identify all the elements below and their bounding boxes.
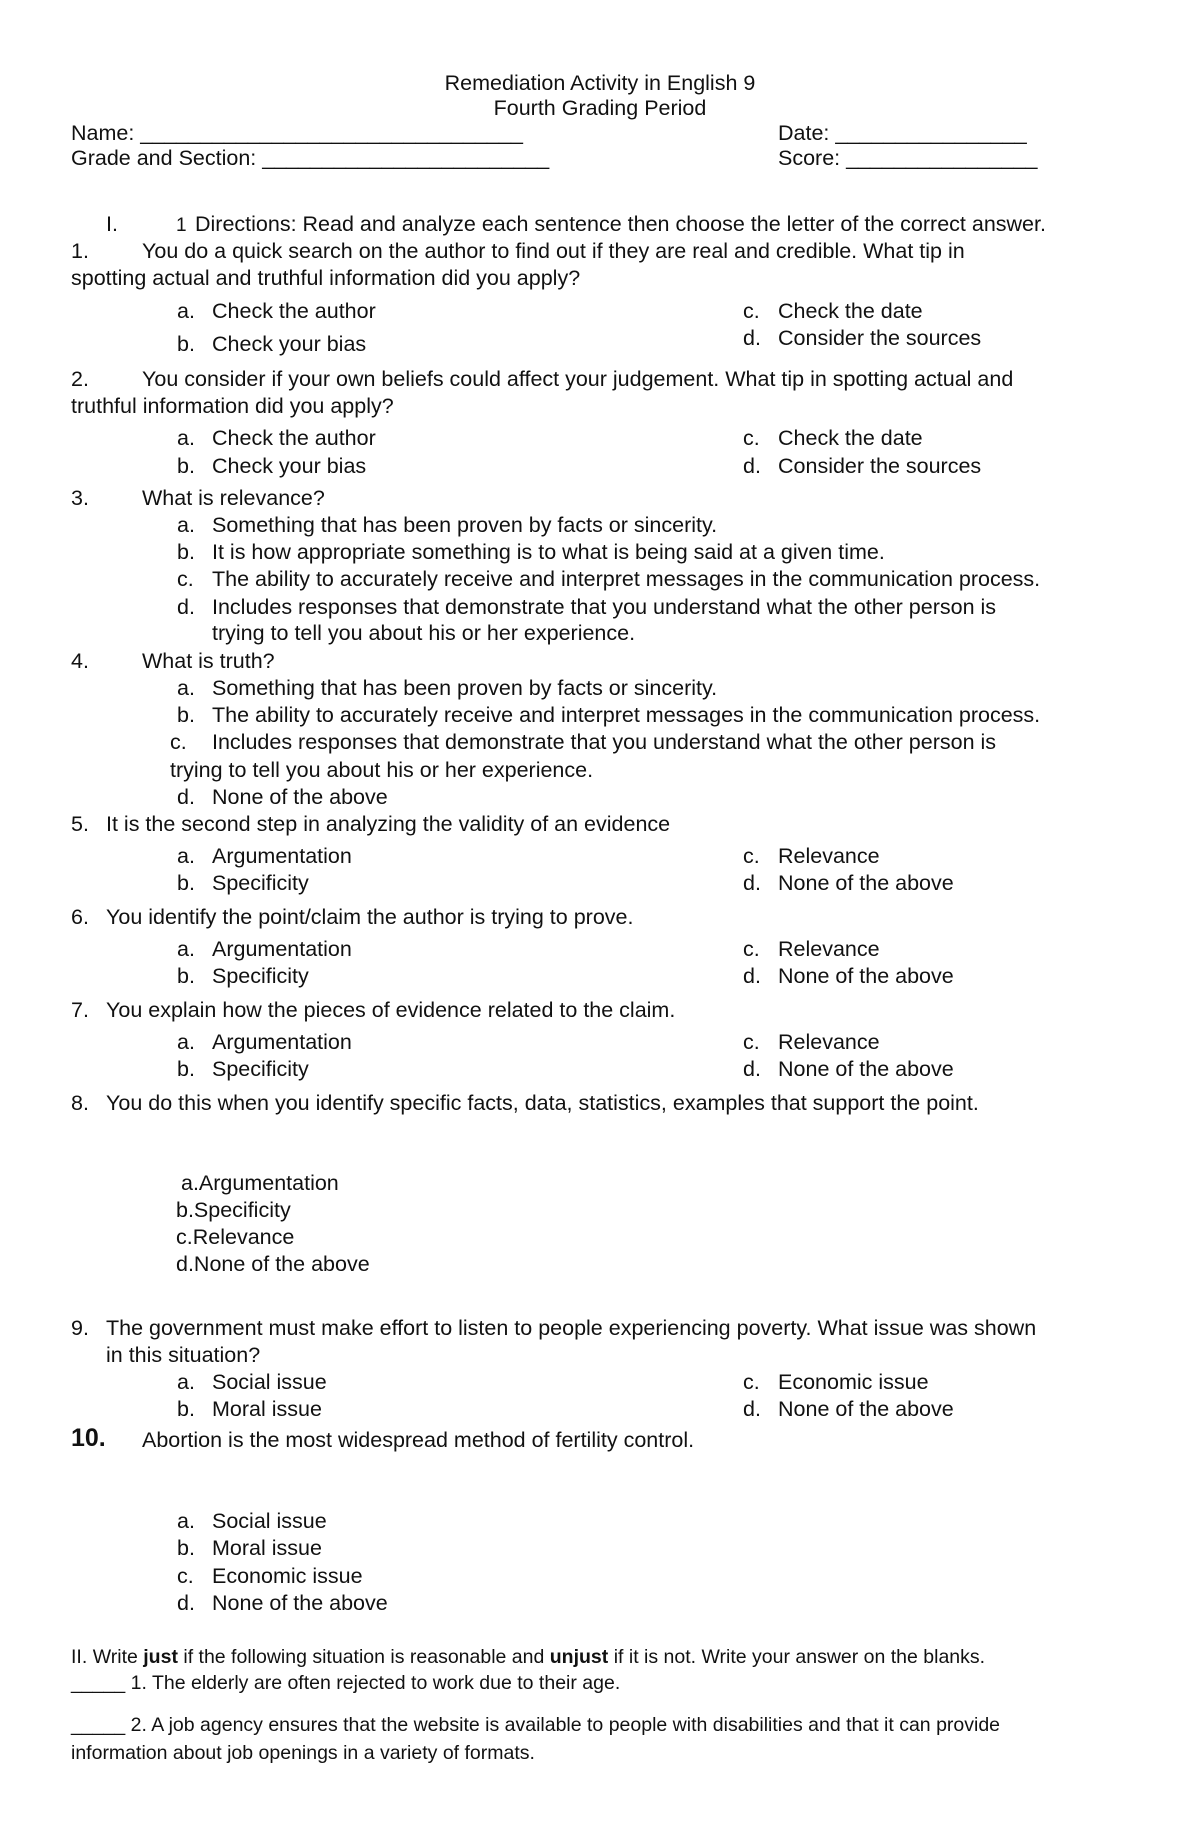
part2-item-1: _____ 1. The elderly are often rejected to work due to their age.: [71, 1672, 621, 1694]
q7-text: You explain how the pieces of evidence related to the claim.: [106, 998, 676, 1022]
q4-text: What is truth?: [142, 649, 275, 673]
q9-option-a: Social issue: [212, 1370, 327, 1394]
q10-option-c-letter: c.: [177, 1564, 194, 1588]
q7-option-c-letter: c.: [743, 1030, 760, 1054]
q6-text: You identify the point/claim the author is trying to prove.: [106, 905, 634, 929]
part2-dir-mid: if the following situation is reasonable and: [183, 1646, 545, 1668]
part2-item-2-cont: information about job openings in a variety of formats.: [71, 1742, 535, 1764]
q5-text: It is the second step in analyzing the validity of an evidence: [106, 812, 671, 836]
q7-option-a-letter: a.: [177, 1030, 195, 1054]
q4-option-d: None of the above: [212, 785, 388, 809]
q2-option-a-letter: a.: [177, 426, 195, 450]
q8-option-a: a.Argumentation: [181, 1171, 339, 1195]
part1-roman: I.: [106, 212, 118, 236]
q9-text: The government must make effort to listen to people experiencing poverty. What issue was shown: [106, 1316, 1037, 1340]
q9-option-d: None of the above: [778, 1397, 954, 1421]
page-title: Remediation Activity in English 9: [444, 71, 756, 95]
q1-text: You do a quick search on the author to find out if they are real and credible. What tip in: [142, 239, 965, 263]
q3-text: What is relevance?: [142, 486, 325, 510]
q7-option-b: Specificity: [212, 1057, 309, 1081]
q6-option-d-letter: d.: [743, 964, 761, 988]
q3-option-a-letter: a.: [177, 513, 195, 537]
name-field: Name: ________________________________: [71, 121, 523, 145]
part2-roman: II.: [71, 1646, 88, 1668]
q5-option-b: Specificity: [212, 871, 309, 895]
q6-option-a-letter: a.: [177, 937, 195, 961]
part2-directions: [71, 1644, 985, 1671]
q8-option-b: b.Specificity: [176, 1198, 291, 1222]
q1-option-d-letter: d.: [743, 326, 761, 350]
q8-text: You do this when you identify specific facts, data, statistics, examples that support the point.: [106, 1091, 979, 1115]
q6-option-a: Argumentation: [212, 937, 352, 961]
q5-option-a: Argumentation: [212, 844, 352, 868]
part2-dir-post: if it is not. Write your answer on the blanks.: [613, 1646, 986, 1668]
q7-option-b-letter: b.: [177, 1057, 195, 1081]
q4-option-a: Something that has been proven by facts or sincerity.: [212, 676, 718, 700]
q7-number: 7.: [71, 998, 89, 1022]
q10-option-a-letter: a.: [177, 1509, 195, 1533]
q3-option-b-letter: b.: [177, 540, 195, 564]
q5-option-a-letter: a.: [177, 844, 195, 868]
q3-option-a: Something that has been proven by facts or sincerity.: [212, 513, 718, 537]
q4-number: 4.: [71, 649, 89, 673]
q10-option-b-letter: b.: [177, 1536, 195, 1560]
grade-section-field: Grade and Section: ________________________: [71, 146, 550, 170]
q2-option-b: Check your bias: [212, 454, 367, 478]
q5-number: 5.: [71, 812, 89, 836]
page-subtitle: Fourth Grading Period: [493, 96, 707, 120]
q2-number: 2.: [71, 367, 89, 391]
q5-option-c: Relevance: [778, 844, 880, 868]
part1-directions: Directions: Read and analyze each sentence then choose the letter of the correct answer.: [195, 212, 1046, 236]
q2-text: You consider if your own beliefs could affect your judgement. What tip in spotting actual and: [142, 367, 1014, 391]
q7-option-d: None of the above: [778, 1057, 954, 1081]
q3-option-c: The ability to accurately receive and interpret messages in the communication process.: [212, 567, 1041, 591]
q2-option-d-letter: d.: [743, 454, 761, 478]
q2-option-c-letter: c.: [743, 426, 760, 450]
q4-option-c: Includes responses that demonstrate that you understand what the other person is: [212, 730, 997, 754]
q6-number: 6.: [71, 905, 89, 929]
q5-option-b-letter: b.: [177, 871, 195, 895]
q8-option-c: c.Relevance: [176, 1225, 295, 1249]
q9-option-c-letter: c.: [743, 1370, 760, 1394]
q1-option-b: Check your bias: [212, 332, 367, 356]
q9-option-a-letter: a.: [177, 1370, 195, 1394]
q10-option-a: Social issue: [212, 1509, 327, 1533]
q1-option-c: Check the date: [778, 299, 923, 323]
q1-number: 1.: [71, 239, 89, 263]
q7-option-d-letter: d.: [743, 1057, 761, 1081]
score-field: Score: ________________: [778, 146, 1038, 170]
part1-small-number: 1: [176, 215, 187, 236]
q6-option-c-letter: c.: [743, 937, 760, 961]
q7-option-a: Argumentation: [212, 1030, 352, 1054]
q4-option-d-letter: d.: [177, 785, 195, 809]
q9-option-b-letter: b.: [177, 1397, 195, 1421]
q10-option-d: None of the above: [212, 1591, 388, 1615]
date-field: Date: ________________: [778, 121, 1027, 145]
q1-option-c-letter: c.: [743, 299, 760, 323]
q10-number: 10.: [71, 1424, 106, 1452]
q9-text-cont: in this situation?: [106, 1343, 261, 1367]
q3-option-c-letter: c.: [177, 567, 194, 591]
part2-unjust: unjust: [549, 1646, 609, 1668]
q2-option-d: Consider the sources: [778, 454, 982, 478]
q4-option-b: The ability to accurately receive and interpret messages in the communication process.: [212, 703, 1041, 727]
q5-option-d: None of the above: [778, 871, 954, 895]
q9-number: 9.: [71, 1316, 89, 1340]
q6-option-b: Specificity: [212, 964, 309, 988]
q3-option-d: Includes responses that demonstrate that you understand what the other person is: [212, 595, 997, 619]
q9-option-d-letter: d.: [743, 1397, 761, 1421]
q2-option-a: Check the author: [212, 426, 376, 450]
q1-option-a: Check the author: [212, 299, 376, 323]
q7-option-c: Relevance: [778, 1030, 880, 1054]
q4-option-c-cont: trying to tell you about his or her experience.: [170, 758, 594, 782]
q6-option-b-letter: b.: [177, 964, 195, 988]
q4-option-a-letter: a.: [177, 676, 195, 700]
q1-option-d: Consider the sources: [778, 326, 982, 350]
q6-option-c: Relevance: [778, 937, 880, 961]
q5-option-c-letter: c.: [743, 844, 760, 868]
q2-option-b-letter: b.: [177, 454, 195, 478]
part2-dir-pre: Write: [92, 1646, 138, 1668]
q9-option-b: Moral issue: [212, 1397, 322, 1421]
q10-option-d-letter: d.: [177, 1591, 195, 1615]
q5-option-d-letter: d.: [743, 871, 761, 895]
part2-just: just: [143, 1646, 178, 1668]
q3-number: 3.: [71, 486, 89, 510]
q4-option-b-letter: b.: [177, 703, 195, 727]
q10-text: Abortion is the most widespread method of fertility control.: [142, 1428, 695, 1452]
q10-option-b: Moral issue: [212, 1536, 322, 1560]
q9-option-c: Economic issue: [778, 1370, 929, 1394]
q1-option-a-letter: a.: [177, 299, 195, 323]
q3-option-b: It is how appropriate something is to what is being said at a given time.: [212, 540, 885, 564]
q4-option-c-letter: c.: [170, 730, 187, 754]
q10-option-c: Economic issue: [212, 1564, 363, 1588]
q3-option-d-cont: trying to tell you about his or her experience.: [212, 621, 636, 645]
q8-option-d: d.None of the above: [176, 1252, 370, 1276]
q6-option-d: None of the above: [778, 964, 954, 988]
q2-text-cont: truthful information did you apply?: [71, 394, 394, 418]
q3-option-d-letter: d.: [177, 595, 195, 619]
part2-item-2: _____ 2. A job agency ensures that the website is available to people with disabilities and that it can provide: [71, 1714, 1001, 1736]
q1-option-b-letter: b.: [177, 332, 195, 356]
q2-option-c: Check the date: [778, 426, 923, 450]
q8-number: 8.: [71, 1091, 89, 1115]
q1-text-cont: spotting actual and truthful information did you apply?: [71, 266, 581, 290]
